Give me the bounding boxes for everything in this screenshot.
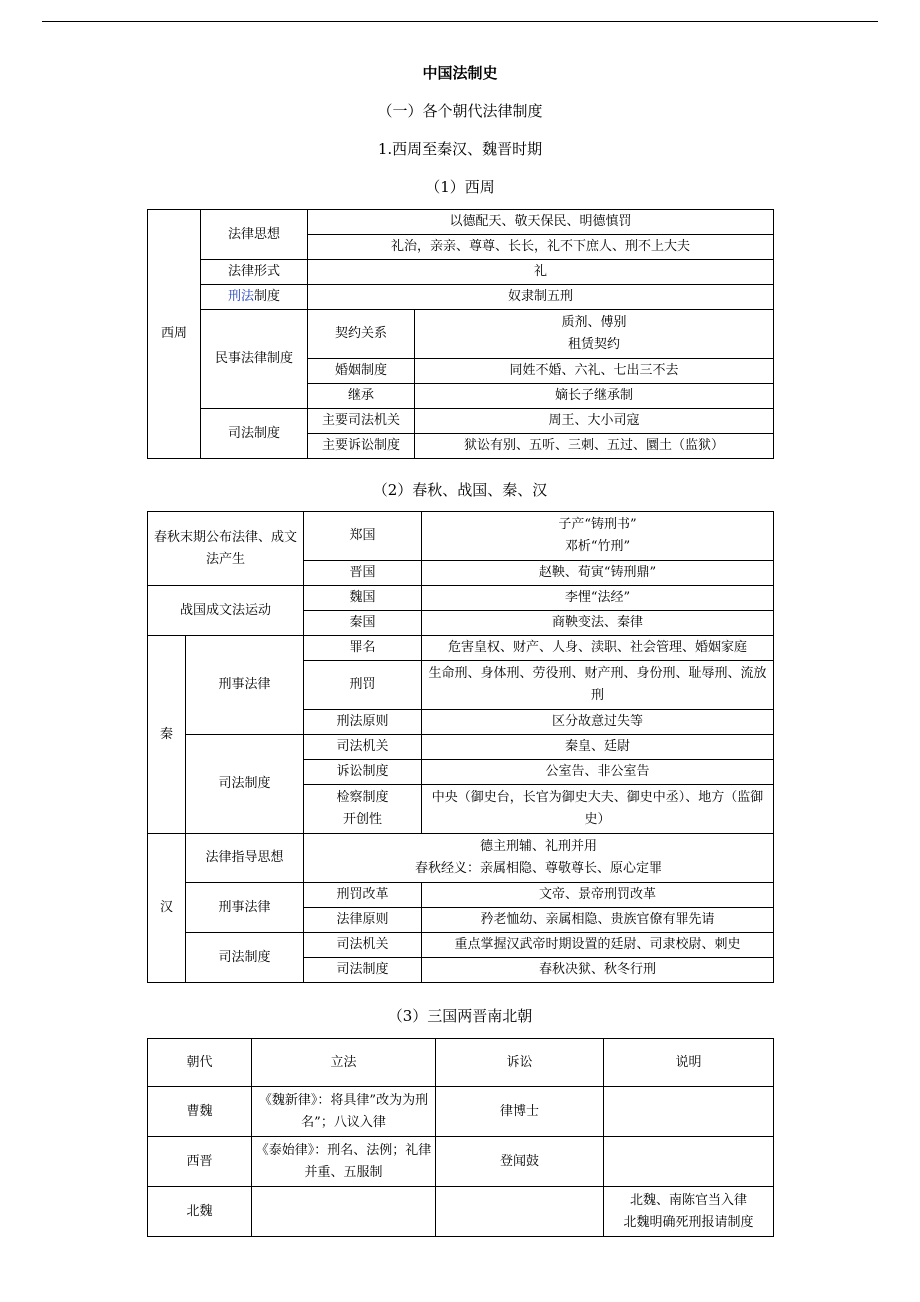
cell-line: 检察制度 xyxy=(336,790,389,805)
column-header: 立法 xyxy=(252,1039,436,1087)
cell-value: 奴隶制五刑 xyxy=(308,285,774,310)
note-cell xyxy=(604,1087,774,1137)
sub-label: 司法机关 xyxy=(304,933,422,958)
era-cell: 西周 xyxy=(148,210,201,459)
cell-line: 开创性 xyxy=(343,812,383,827)
dynasty-cell: 汉 xyxy=(148,834,186,983)
row-label: 法律形式 xyxy=(201,260,308,285)
row-label: 司法制度 xyxy=(186,735,304,834)
sub-label: 刑罚 xyxy=(304,661,422,710)
document-title: 中国法制史 xyxy=(422,64,498,82)
column-header: 说明 xyxy=(604,1039,774,1087)
legislation-cell: 《泰始律》：刑名、法例；礼律并重、五服制 xyxy=(252,1137,436,1187)
row-label-suffix: 制度 xyxy=(254,289,281,304)
column-header: 诉讼 xyxy=(436,1039,604,1087)
note-cell xyxy=(604,1187,774,1237)
cell-line: 春秋经义：亲属相隐、尊敬尊长、原心定罪 xyxy=(415,861,663,876)
cell-line: 北魏、南陈官当入律 xyxy=(629,1192,747,1208)
cell-value: 中央（御史台，长官为御史大夫、御史中丞）、地方（监御史） xyxy=(422,785,774,834)
period-label: 战国成文法运动 xyxy=(148,586,304,636)
cell-value: 危害皇权、财产、人身、渎职、社会管理、婚姻家庭 xyxy=(422,636,774,661)
litigation-cell: 登闻鼓 xyxy=(436,1137,604,1187)
row-label: 刑事法律 xyxy=(186,883,304,933)
cell-line: 租赁契约 xyxy=(568,337,621,352)
table3-heading: （3）三国两晋南北朝 xyxy=(387,1007,533,1025)
cell-value: 春秋决狱、秋冬行刑 xyxy=(422,958,774,983)
cell-value xyxy=(422,512,774,561)
cell-value: 重点掌握汉武帝时期设置的廷尉、司隶校尉、刺史 xyxy=(422,933,774,958)
cell-value: 文帝、景帝刑罚改革 xyxy=(422,883,774,908)
legislation-cell xyxy=(252,1187,436,1237)
row-label: 司法制度 xyxy=(186,933,304,983)
penal-law-link[interactable]: 刑法 xyxy=(227,289,254,304)
cell-line: 邓析“竹刑” xyxy=(564,539,631,554)
cell-value: 嫡长子继承制 xyxy=(415,384,774,409)
cell-value xyxy=(415,310,774,359)
table2-heading: （2）春秋、战国、秦、汉 xyxy=(372,481,548,499)
sub-label: 诉讼制度 xyxy=(304,760,422,785)
cell-line: 质剂、傅别 xyxy=(561,315,627,330)
table-spring-autumn-qin-han xyxy=(147,511,774,983)
sub-label: 法律原则 xyxy=(304,908,422,933)
cell-value: 秦皇、廷尉 xyxy=(422,735,774,760)
sub-label: 主要诉讼制度 xyxy=(308,434,415,459)
state-label: 晋国 xyxy=(304,561,422,586)
cell-value: 李悝“法经” xyxy=(422,586,774,611)
cell-line: 德主刑辅、礼刑并用 xyxy=(480,839,598,854)
header-rule xyxy=(42,21,878,22)
table-western-zhou xyxy=(147,209,774,459)
section-heading: （一）各个朝代法律制度 xyxy=(377,102,543,120)
state-label: 郑国 xyxy=(304,512,422,561)
cell-value: 周王、大小司寇 xyxy=(415,409,774,434)
cell-value xyxy=(304,834,774,883)
row-label: 法律指导思想 xyxy=(186,834,304,883)
cell-value: 以德配天、敬天保民、明德慎罚 xyxy=(308,210,774,235)
legislation-cell: 《魏新律》：将具律”改为为刑名”；八议入律 xyxy=(252,1087,436,1137)
state-label: 魏国 xyxy=(304,586,422,611)
cell-value: 公室告、非公室告 xyxy=(422,760,774,785)
row-label: 司法制度 xyxy=(201,409,308,459)
sub-label: 婚姻制度 xyxy=(308,359,415,384)
cell-value: 商鞅变法、秦律 xyxy=(422,611,774,636)
cell-value: 区分故意过失等 xyxy=(422,710,774,735)
sub-label: 刑法原则 xyxy=(304,710,422,735)
cell-line: 北魏明确死刑报请制度 xyxy=(623,1214,754,1230)
litigation-cell: 律博士 xyxy=(436,1087,604,1137)
dynasty-cell: 西晋 xyxy=(148,1137,252,1187)
row-label: 刑事法律 xyxy=(186,636,304,735)
row-label: 法律思想 xyxy=(201,210,308,260)
sub-label: 罪名 xyxy=(304,636,422,661)
sub-label: 主要司法机关 xyxy=(308,409,415,434)
sub-label: 契约关系 xyxy=(308,310,415,359)
row-label: 民事法律制度 xyxy=(201,310,308,409)
cell-value: 礼治，亲亲、尊尊、长长，礼不下庶人、刑不上大夫 xyxy=(308,235,774,260)
cell-value: 赵鞅、荀寅“铸刑鼎” xyxy=(422,561,774,586)
table-three-kingdoms xyxy=(147,1038,774,1237)
sub-label xyxy=(304,785,422,834)
note-cell xyxy=(604,1137,774,1187)
sub-label: 刑罚改革 xyxy=(304,883,422,908)
sub-label: 司法制度 xyxy=(304,958,422,983)
cell-value: 狱讼有别、五听、三刺、五过、圜土（监狱） xyxy=(415,434,774,459)
row-label xyxy=(201,285,308,310)
cell-value: 同姓不婚、六礼、七出三不去 xyxy=(415,359,774,384)
table1-heading: （1）西周 xyxy=(425,178,495,196)
cell-value: 矜老恤幼、亲属相隐、贵族官僚有罪先请 xyxy=(422,908,774,933)
cell-value: 礼 xyxy=(308,260,774,285)
dynasty-cell: 曹魏 xyxy=(148,1087,252,1137)
period-label: 春秋末期公布法律、成文法产生 xyxy=(148,512,304,586)
litigation-cell xyxy=(436,1187,604,1237)
subsection-heading: 1.西周至秦汉、魏晋时期 xyxy=(377,140,543,158)
column-header: 朝代 xyxy=(148,1039,252,1087)
state-label: 秦国 xyxy=(304,611,422,636)
sub-label: 继承 xyxy=(308,384,415,409)
dynasty-cell: 北魏 xyxy=(148,1187,252,1237)
cell-line: 子产“铸刑书” xyxy=(558,517,637,532)
cell-value: 生命刑、身体刑、劳役刑、财产刑、身份刑、耻辱刑、流放刑 xyxy=(422,661,774,710)
dynasty-cell: 秦 xyxy=(148,636,186,834)
sub-label: 司法机关 xyxy=(304,735,422,760)
